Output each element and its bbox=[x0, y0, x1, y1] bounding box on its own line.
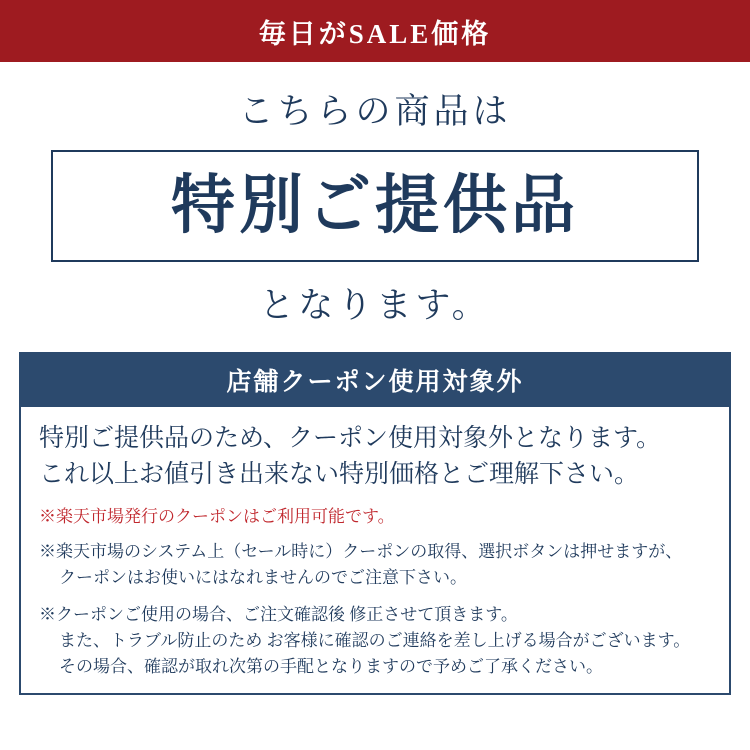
note-2-line-3: その場合、確認が取れ次第の手配となりますので予めご了承ください。 bbox=[59, 657, 603, 677]
panel-main-line-1: 特別ご提供品のため、クーポン使用対象外となります。 bbox=[39, 425, 662, 452]
top-banner bbox=[0, 0, 750, 62]
note-group-1 bbox=[39, 539, 711, 592]
panel-main-line-2: これ以上お値引き出来ない特別価格とご理解下さい。 bbox=[39, 461, 640, 489]
note-2-line-2: また、トラブル防止のため お客様に確認のご連絡を差し上げる場合がございます。 bbox=[59, 631, 691, 651]
note-red: ※楽天市場発行のクーポンはご利用可能です。 bbox=[39, 506, 395, 526]
note-2-line-1: ※クーポンご使用の場合、ご注文確認後 修正させて頂きます。 bbox=[39, 604, 518, 624]
panel-header: 店舗クーポン使用対象外 bbox=[21, 354, 729, 407]
note-1-line-1: ※楽天市場のシステム上（セール時に）クーポンの取得、選択ボタンは押せますが、 bbox=[39, 542, 683, 561]
top-banner-text: 毎日がSALE価格 bbox=[258, 18, 492, 49]
headline-block bbox=[0, 84, 750, 328]
headline-tail: となります。 bbox=[259, 286, 491, 325]
panel-body bbox=[21, 407, 729, 693]
coupon-notice-panel bbox=[19, 352, 731, 695]
boxed-title bbox=[51, 150, 699, 262]
note-1-line-2: クーポンはお使いにはなれませんのでご注意下さい。 bbox=[59, 568, 467, 588]
boxed-title-text: 特別ご提供品 bbox=[171, 170, 579, 241]
headline-lead: こちらの商品は bbox=[238, 92, 512, 131]
note-group-2 bbox=[39, 602, 711, 681]
